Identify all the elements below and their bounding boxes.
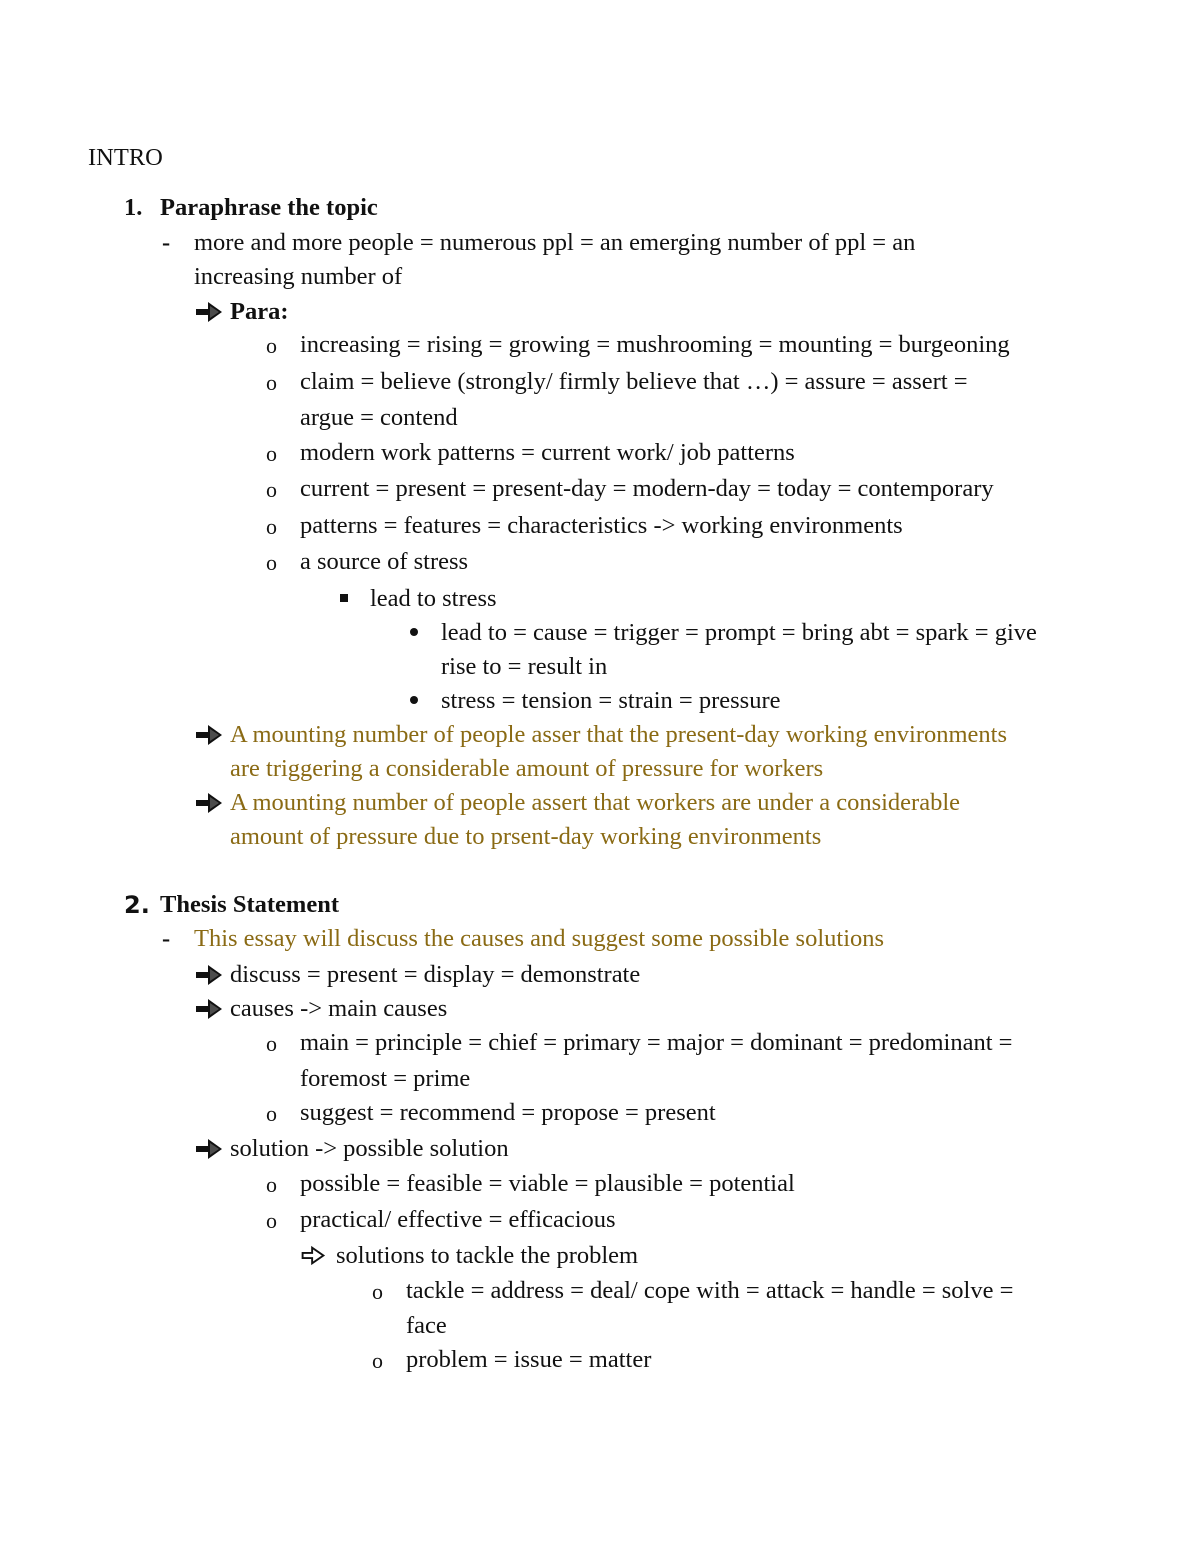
sub-item: lead to stress — [370, 585, 497, 612]
sample-sentence-1-cont: are triggering a considerable amount of pressure for workers — [230, 755, 824, 782]
dash-bullet-icon: - — [162, 229, 171, 256]
square-bullet-icon — [340, 594, 348, 602]
bold-arrow-icon — [194, 723, 224, 747]
paraphrase-line: more and more people = numerous ppl = an emerging number of ppl = an — [194, 229, 916, 256]
bold-arrow-icon — [194, 791, 224, 815]
circle-bullet-icon: o — [266, 550, 277, 575]
bold-arrow-icon — [194, 997, 224, 1021]
synonym-item: claim = believe (strongly/ firmly believe that …) = assure = assert = — [300, 368, 968, 395]
circle-bullet-icon: o — [266, 1208, 277, 1233]
sub-sub-item: stress = tension = strain = pressure — [441, 687, 781, 714]
circle-bullet-icon: o — [266, 514, 277, 539]
synonym-item-cont: foremost = prime — [300, 1065, 471, 1092]
dash-bullet-icon: - — [162, 925, 171, 952]
paraphrase-line-cont: increasing number of — [194, 263, 403, 290]
sub-sub-item-cont: rise to = result in — [441, 653, 608, 680]
section-1-title: Paraphrase the topic — [160, 194, 378, 221]
arrow-item: discuss = present = display = demonstrate — [230, 961, 641, 988]
circle-bullet-icon: o — [266, 1031, 277, 1056]
circle-bullet-icon: o — [266, 477, 277, 502]
bold-arrow-icon — [194, 300, 224, 324]
outline-arrow-icon — [300, 1245, 326, 1266]
synonym-item: modern work patterns = current work/ job patterns — [300, 439, 795, 466]
para-label: Para: — [230, 298, 289, 325]
dot-bullet-icon — [410, 628, 418, 636]
outline-arrow-item: solutions to tackle the problem — [336, 1242, 639, 1269]
synonym-item: problem = issue = matter — [406, 1346, 652, 1373]
sample-sentence-1: A mounting number of people asser that the present-day working environments — [230, 721, 1008, 748]
arrow-item: causes -> main causes — [230, 995, 448, 1022]
synonym-item: possible = feasible = viable = plausible = potential — [300, 1170, 795, 1197]
circle-bullet-icon: o — [266, 1172, 277, 1197]
section-2-title: Thesis Statement — [160, 891, 339, 918]
section-2-number: 2. — [124, 891, 150, 919]
synonym-item: patterns = features = characteristics -> working environments — [300, 512, 903, 539]
synonym-item: current = present = present-day = modern-day = today = contemporary — [300, 475, 994, 502]
bold-arrow-icon — [194, 1137, 224, 1161]
bold-arrow-icon — [194, 963, 224, 987]
sample-sentence-2: A mounting number of people assert that workers are under a considerable — [230, 789, 960, 816]
synonym-item: tackle = address = deal/ cope with = attack = handle = solve = — [406, 1277, 1014, 1304]
dot-bullet-icon — [410, 696, 418, 704]
arrow-item: solution -> possible solution — [230, 1135, 509, 1162]
circle-bullet-icon: o — [372, 1348, 383, 1373]
thesis-sentence: This essay will discuss the causes and suggest some possible solutions — [194, 925, 885, 952]
synonym-item-cont: argue = contend — [300, 404, 458, 431]
section-1-number: 1. — [124, 194, 143, 221]
synonym-item: main = principle = chief = primary = major = dominant = predominant = — [300, 1029, 1013, 1056]
circle-bullet-icon: o — [372, 1279, 383, 1304]
synonym-item: increasing = rising = growing = mushrooming = mounting = burgeoning — [300, 331, 1010, 358]
sample-sentence-2-cont: amount of pressure due to prsent-day working environments — [230, 823, 822, 850]
synonym-item: suggest = recommend = propose = present — [300, 1099, 716, 1126]
circle-bullet-icon: o — [266, 1101, 277, 1126]
circle-bullet-icon: o — [266, 441, 277, 466]
circle-bullet-icon: o — [266, 370, 277, 395]
synonym-item: a source of stress — [300, 548, 469, 575]
synonym-item-cont: face — [406, 1312, 447, 1339]
sub-sub-item: lead to = cause = trigger = prompt = bring abt = spark = give — [441, 619, 1037, 646]
circle-bullet-icon: o — [266, 333, 277, 358]
section-heading: INTRO — [88, 144, 163, 171]
synonym-item: practical/ effective = efficacious — [300, 1206, 616, 1233]
